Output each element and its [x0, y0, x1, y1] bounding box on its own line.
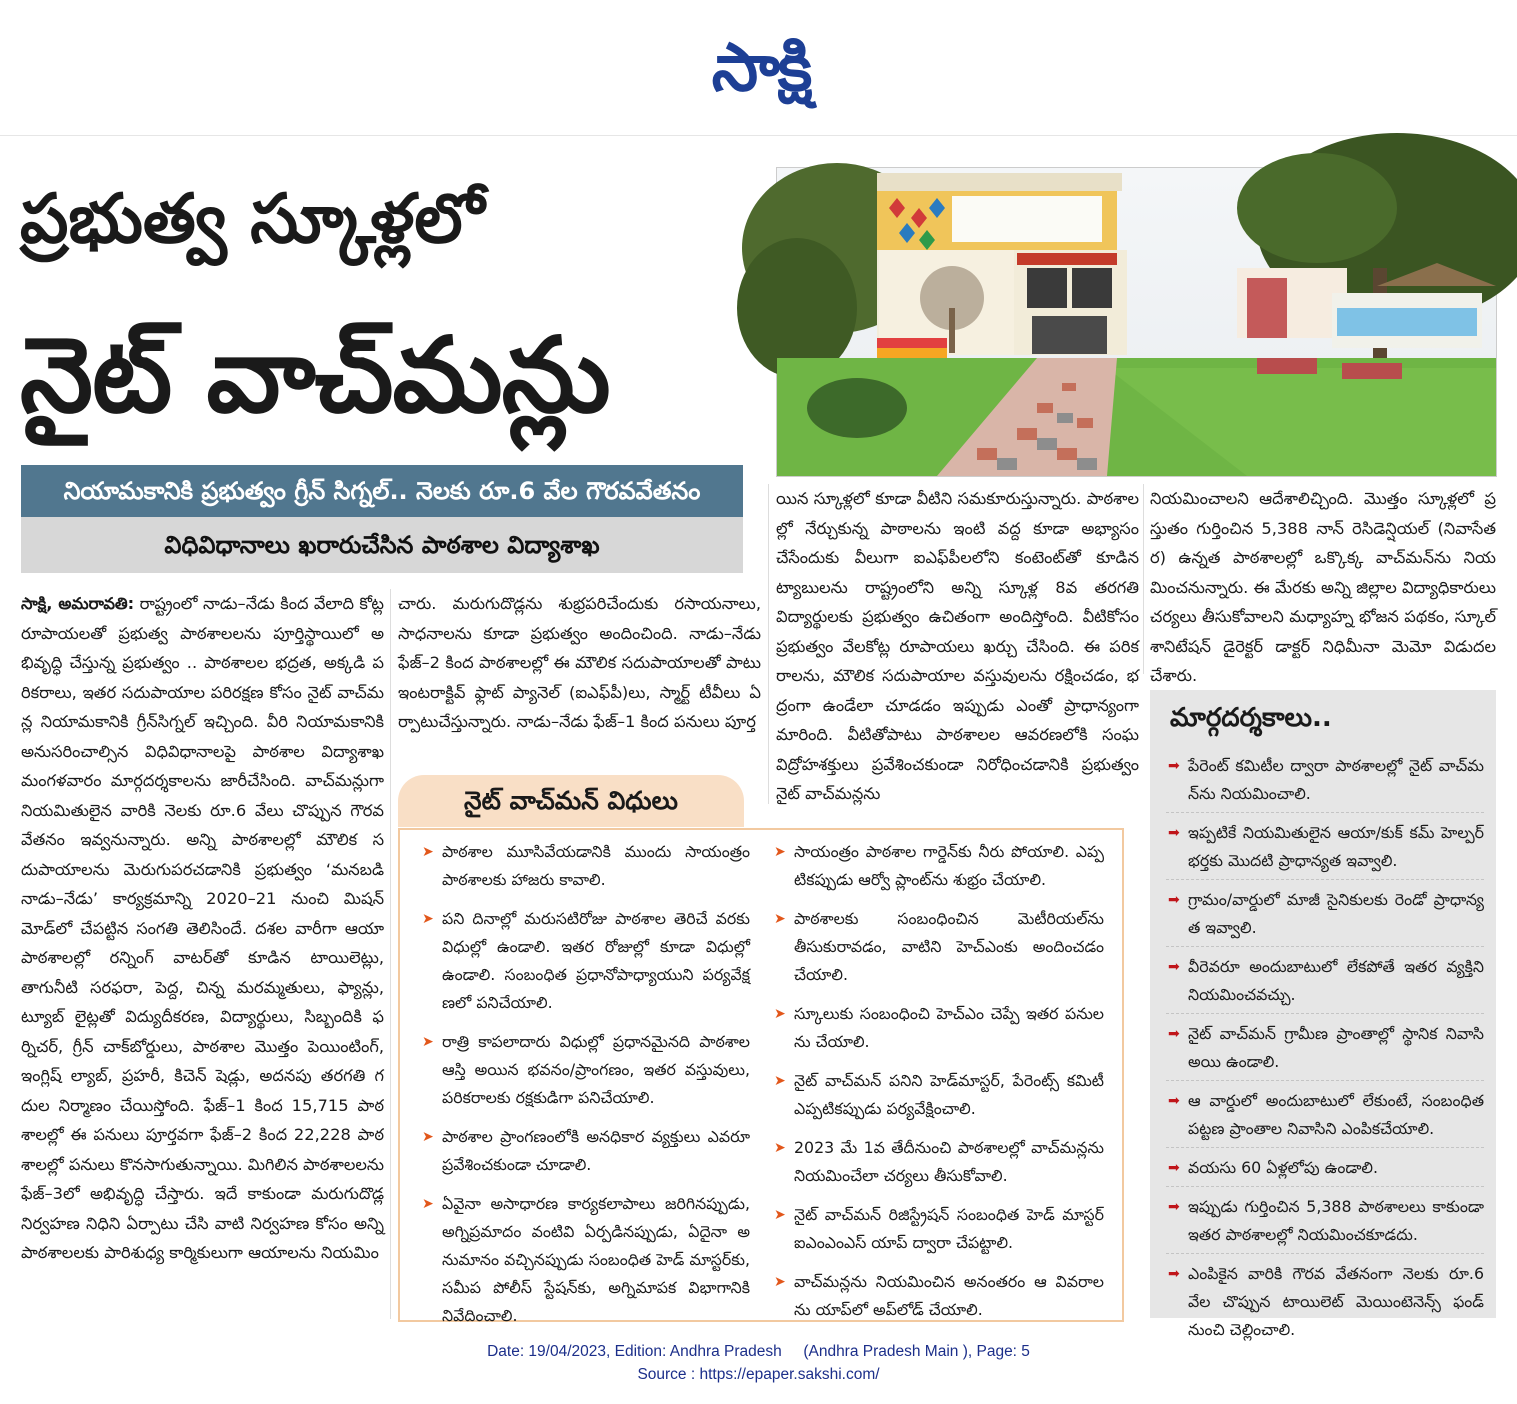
article-column-2 [398, 589, 761, 769]
duties-list-right [772, 838, 1104, 1319]
column-1-text: రాష్ట్రంలో నాడు–నేడు కింద వేలాది కోట్ల రూపాయలతో ప్రభుత్వ పాఠశాలలను పూర్తిస్థాయిలో అభివృద్ధి చేస్తున్న ప్రభుత్వం .. పాఠశాలల భద్రత, అక్కడి పరికరాలు, ఇతర సదుపాయాల పరిరక్షణ కోసం నైట్ వాచ్‌మన్ల నియామకానికి గ్రీన్‌సిగ్నల్ ఇచ్చింది. వీరి నియామకానికి అనుసరించాల్సిన విధివిధానాలపై పాఠశాల విద్యాశాఖ మంగళవారం మార్గదర్శకాలను జారీచేసింది. వాచ్‌మన్లుగా నియమితులైన వారికి నెలకు రూ.6 వేలు చొప్పున గౌరవ వేతనం ఇవ్వనున్నారు. అన్ని పాఠశాలల్లో మౌలిక సదుపాయాలను మెరుగుపరచడానికి ప్రభుత్వం ‘మనబడి నాడు–నేడు’ కార్యక్రమాన్ని 2020–21 నుంచి మిషన్ మోడ్‌లో చేపట్టిన సంగతి తెలిసిందే. దశల వారీగా ఆయా పాఠశాలల్లో రన్నింగ్ వాటర్‌తో కూడిన టాయిలెట్లు, తాగునీటి సరఫరా, పెద్ద, చిన్న మరమ్మతులు, ఫ్యాన్లు, ట్యూబ్ లైట్లతో విద్యుదీకరణ, విద్యార్థులు, సిబ్బందికి ఫర్నిచర్, గ్రీన్ చాక్‌బోర్డులు, పాఠశాల మొత్తం పెయింటింగ్, ఇంగ్లిష్ ల్యాబ్, ప్రహరీ, కిచెన్ షెడ్లు, అదనపు తరగతి గదుల నిర్మాణం చేయిస్తోంది. ఫేజ్–1 కింద 15,715 పాఠశాలల్లో ఈ పనులు పూర్తవగా ఫేజ్–2 కింద 22,228 పాఠశాలల్లో పనులు కొనసాగుతున్నాయి. మిగిలిన పాఠశాలలను ఫేజ్–3లో అభివృద్ధి చేస్తారు. ఇదే కాకుండా మరుగుదొడ్ల నిర్వహణ నిధిని ఏర్పాటు చేసి వాటి నిర్వహణ కోసం అన్ని పాఠశాలలకు పారిశుధ్య కార్మికులుగా ఆయాలను నియమిం [21, 594, 384, 1262]
list-item: ➡ వీరెవరూ అందుబాటులో లేకపోతే ఇతర వ్యక్తిని నియమించవచ్చు. [1166, 953, 1484, 1014]
arrow-bullet-icon: ➡ [1168, 1026, 1180, 1042]
school-photo [776, 167, 1497, 477]
arrow-bullet-icon: ➤ [774, 1207, 786, 1223]
sakshi-logo: సాక్షి [711, 29, 811, 106]
arrow-bullet-icon: ➡ [1168, 1199, 1180, 1215]
arrow-bullet-icon: ➤ [422, 844, 434, 860]
list-item: ➤ ఏవైనా అసాధారణ కార్యకలాపాలు జరిగినప్పుడు, అగ్నిప్రమాదం వంటివి ఏర్పడినప్పుడు, ఏదైనా అనుమానం వచ్చినప్పుడు సంబంధిత హెడ్ మాస్టర్‌కు, సమీప పోలీస్ స్టేషన్‌కు, అగ్నిమాపక విభాగానికి నివేదించాలి. [420, 1190, 750, 1330]
list-item: ➤ పాఠశాలకు సంబంధించిన మెటీరియల్‌ను తీసుకురావడం, వాటిని హెచ్ఎంకు అందించడం చేయాలి. [772, 905, 1104, 989]
strap-headline: నియామకానికి ప్రభుత్వం గ్రీన్ సిగ్నల్.. నెలకు రూ.6 వేల గౌరవవేతనం [21, 465, 743, 517]
arrow-bullet-icon: ➡ [1168, 892, 1180, 908]
arrow-bullet-icon: ➡ [1168, 1093, 1180, 1109]
duties-title: నైట్ వాచ్‌మన్ విధులు [398, 775, 744, 827]
arrow-bullet-icon: ➤ [774, 1274, 786, 1290]
duties-list-left [420, 838, 750, 1325]
arrow-bullet-icon: ➡ [1168, 1266, 1180, 1282]
column-2-text: చారు. మరుగుదొడ్లను శుభ్రపరిచేందుకు రసాయనాలు, సాధనాలను కూడా ప్రభుత్వం అందించింది. నాడు–నేడు ఫేజ్–2 కింద పాఠశాలల్లో ఈ మౌలిక సదుపాయాలతో పాటు ఇంటరాక్టివ్ ఫ్లాట్ ప్యానెల్ (ఐఎఫ్‌పీ)లు, స్మార్ట్ టీవీలు ఏర్పాటుచేస్తున్నారు. నాడు–నేడు ఫేజ్–1 కింద పనులు పూర్త [398, 594, 761, 731]
list-item: ➤ నైట్ వాచ్‌మన్ రిజిస్ట్రేషన్ సంబంధిత హెడ్ మాస్టర్ ఐఎంఎంఎస్ యాప్ ద్వారా చేపట్టాలి. [772, 1201, 1104, 1257]
arrow-bullet-icon: ➤ [422, 911, 434, 927]
arrow-bullet-icon: ➤ [422, 1129, 434, 1145]
arrow-bullet-icon: ➡ [1168, 758, 1180, 774]
list-item: ➤ 2023 మే 1వ తేదీనుంచి పాఠశాలల్లో వాచ్‌మన్లను నియమించేలా చర్యలు తీసుకోవాలి. [772, 1134, 1104, 1190]
sub-headline: విధివిధానాలు ఖరారుచేసిన పాఠశాల విద్యాశాఖ [21, 517, 743, 573]
list-item: ➡ ఆ వార్డులో అందుబాటులో లేకుంటే, సంబంధిత పట్టణ ప్రాంతాల నివాసిని ఎంపికచేయాలి. [1166, 1087, 1484, 1148]
headline-line-2: నైట్ వాచ్‌మన్లు [20, 314, 610, 436]
source-link[interactable]: Source : https://epaper.sakshi.com/ [637, 1366, 880, 1383]
arrow-bullet-icon: ➤ [774, 1006, 786, 1022]
list-item: ➤ నైట్ వాచ్‌మన్ పనిని హెడ్‌మాస్టర్, పేరెంట్స్ కమిటీ ఎప్పటికప్పుడు పర్యవేక్షించాలి. [772, 1067, 1104, 1123]
arrow-bullet-icon: ➤ [774, 1140, 786, 1156]
arrow-bullet-icon: ➤ [774, 1073, 786, 1089]
article-column-1 [21, 589, 384, 1319]
column-4-text: నియమించాలని ఆదేశాలిచ్చింది. మొత్తం స్కూళ్లలో ప్రస్తుతం గుర్తించిన 5,388 నాన్ రెసిడెన్షియల్ (నివాసేతర) ఉన్నత పాఠశాలల్లో ఒక్కొక్క వాచ్‌మన్‌ను నియమించనున్నారు. ఈ మేరకు అన్ని జిల్లాల విద్యాధికారులు చర్యలు తీసుకోవాలని మధ్యాహ్న భోజన పథకం, స్కూల్ శానిటేషన్ డైరెక్టర్ డాక్టర్ నిధిమీనా మెమో విడుదల చేశారు. [1150, 489, 1496, 685]
list-item: ➡ గ్రామం/వార్డులో మాజీ సైనికులకు రెండో ప్రాధాన్యత ఇవ్వాలి. [1166, 886, 1484, 947]
article-column-4 [1150, 484, 1496, 685]
list-item: ➡ నైట్ వాచ్‌మన్ గ్రామీణ ప్రాంతాల్లో స్థానిక నివాసి అయి ఉండాలి. [1166, 1020, 1484, 1081]
list-item: ➡ ఇప్పుడు గుర్తించిన 5,388 పాఠశాలలు కాకుండా ఇతర పాఠశాలల్లో నియమించకూడదు. [1166, 1193, 1484, 1254]
column-3-text: యిన స్కూళ్లలో కూడా వీటిని సమకూరుస్తున్నారు. పాఠశాలల్లో నేర్చుకున్న పాఠాలను ఇంటి వద్ద కూడా అభ్యాసం చేసేందుకు వీలుగా ఐఎఫ్‌పీలలోని కంటెంట్‌తో కూడిన ట్యాబులను రాష్ట్రంలోని అన్ని స్కూళ్ల 8వ తరగతి విద్యార్థులకు ప్రభుత్వం ఉచితంగా అందిస్తోంది. వీటికోసం ప్రభుత్వం వేలకోట్ల రూపాయలు ఖర్చు చేసింది. ఈ పరికరాలను, మౌలిక సదుపాయాల వస్తువులను రక్షించడం, భద్రంగా ఉండేలా చూడడం ఇప్పుడు ఎంతో ప్రాధాన్యంగా మారింది. వీటితోపాటు పాఠశాలల ఆవరణలోకి సంఘవిద్రోహశక్తులు ప్రవేశించకుండా నిరోధించడానికి ప్రభుత్వం నైట్ వాచ్‌మన్లను [776, 489, 1139, 803]
list-item: ➡ ఎంపికైన వారికి గౌరవ వేతనంగా నెలకు రూ.6 వేల చొప్పున టాయిలెట్ మెయింటెనెన్స్ ఫండ్ నుంచి చెల్లించాలి. [1166, 1260, 1484, 1348]
masthead-divider [0, 135, 1517, 136]
column-divider [768, 484, 769, 804]
list-item: ➡ ఇప్పటికే నియమితులైన ఆయా/కుక్ కమ్ హెల్పర్ భర్తకు మొదటి ప్రాధాన్యత ఇవ్వాలి. [1166, 819, 1484, 880]
list-item: ➤ సాయంత్రం పాఠశాల గార్డెన్‌కు నీరు పోయాలి. ఎప్పటికప్పుడు ఆర్వో ప్లాంట్‌ను శుభ్రం చేయాలి. [772, 838, 1104, 894]
list-item: ➤ రాత్రి కాపలాదారు విధుల్లో ప్రధానమైనది పాఠశాల ఆస్తి అయిన భవనం/ప్రాంగణం, ఇతర వస్తువులు, పరికరాలకు రక్షకుడిగా పనిచేయాలి. [420, 1028, 750, 1112]
guidelines-title: మార్గదర్శకాలు.. [1170, 703, 1332, 733]
edition-info: Date: 19/04/2023, Edition: Andhra Pradesh (Andhra Pradesh Main ), Page: 5 [487, 1343, 1030, 1360]
dateline: సాక్షి, అమరావతి: [21, 594, 135, 613]
arrow-bullet-icon: ➡ [1168, 959, 1180, 975]
column-divider [1143, 484, 1144, 674]
column-divider [390, 589, 391, 1319]
guidelines-list [1166, 752, 1484, 1339]
arrow-bullet-icon: ➤ [422, 1196, 434, 1212]
article-column-3 [776, 484, 1139, 804]
arrow-bullet-icon: ➡ [1168, 1160, 1180, 1176]
arrow-bullet-icon: ➤ [774, 844, 786, 860]
arrow-bullet-icon: ➤ [774, 911, 786, 927]
list-item: ➤ స్కూలుకు సంబంధించి హెచ్ఎం చెప్పే ఇతర పనులను చేయాలి. [772, 1000, 1104, 1056]
arrow-bullet-icon: ➤ [422, 1034, 434, 1050]
list-item: ➤ పని దినాల్లో మరుసటిరోజు పాఠశాల తెరిచే వరకు విధుల్లో ఉండాలి. ఇతర రోజుల్లో కూడా విధుల్లో ఉండాలి. సంబంధిత ప్రధానోపాధ్యాయుని పర్యవేక్షణలో పనిచేయాలి. [420, 905, 750, 1017]
headline-line-1: ప్రభుత్వ స్కూళ్లలో [20, 180, 485, 259]
list-item: ➤ పాఠశాల ప్రాంగణంలోకి అనధికార వ్యక్తులు ఎవరూ ప్రవేశించకుండా చూడాలి. [420, 1123, 750, 1179]
list-item: ➤ పాఠశాల మూసివేయడానికి ముందు సాయంత్రం పాఠశాలకు హాజరు కావాలి. [420, 838, 750, 894]
list-item: ➤ వాచ్‌మన్లను నియమించిన అనంతరం ఆ వివరాలను యాప్‌లో అప్‌లోడ్ చేయాలి. [772, 1268, 1104, 1324]
list-item: ➡ పేరెంట్ కమిటీల ద్వారా పాఠశాలల్లో నైట్ వాచ్‌మన్‌ను నియమించాలి. [1166, 752, 1484, 813]
list-item: ➡ వయసు 60 ఏళ్లలోపు ఉండాలి. [1166, 1154, 1484, 1187]
arrow-bullet-icon: ➡ [1168, 825, 1180, 841]
